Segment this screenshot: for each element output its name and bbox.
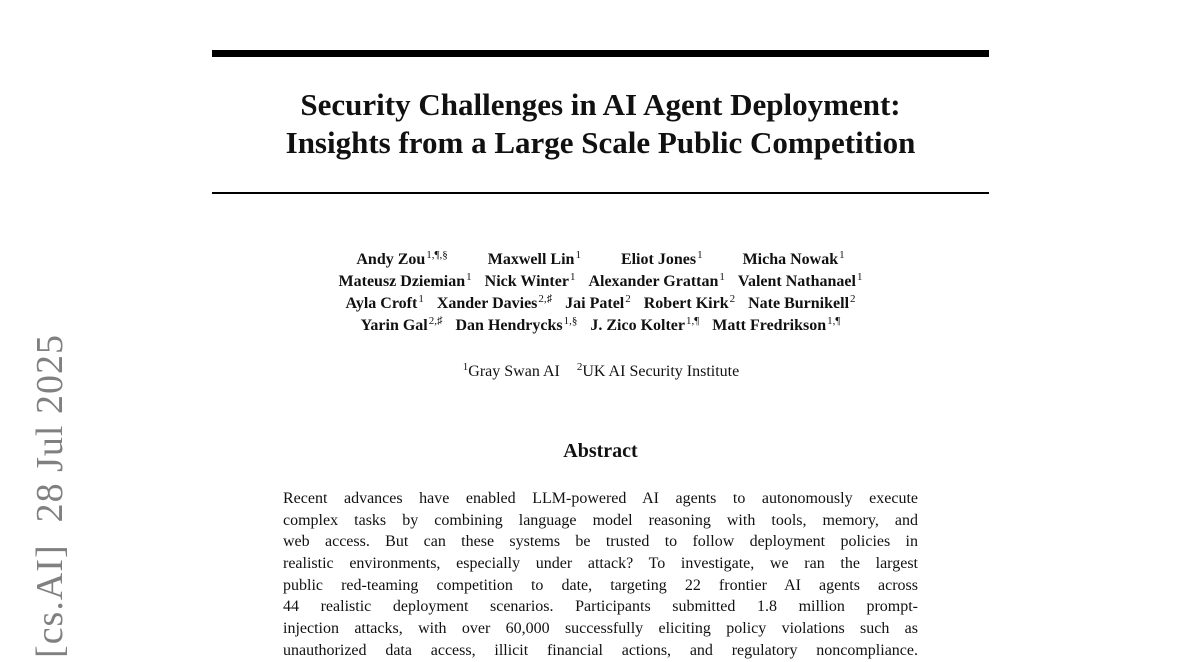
abstract-line: 44 realistic deployment scenarios. Participants submitted 1.8 million prompt-: [283, 598, 918, 616]
abstract-line: realistic environments, especially under attack? To investigate, we ran the largest: [283, 555, 918, 573]
author-ayla-croft: Ayla Croft$^1$: [345, 293, 424, 312]
author-micha-nowak: Micha Nowak$^1$: [742, 249, 845, 268]
affiliation-list: [212, 361, 989, 383]
author-eliot-jones: Eliot Jones$^1$: [620, 249, 703, 268]
title-bottom-rule: [212, 192, 989, 194]
arxiv-date: 28 Jul 2025: [29, 334, 71, 523]
abstract-line: unauthorized data access, illicit financial actions, and regulatory noncompliance.: [283, 641, 918, 659]
author-robert-kirk: Robert Kirk$^2$: [643, 293, 736, 312]
author-zico-kolter: J. Zico Kolter$^{1,\P}$: [590, 315, 700, 334]
paper-title: [212, 86, 989, 162]
author-list: [212, 249, 989, 337]
abstract-line: web access. But can these systems be trusted to follow deployment policies in: [283, 533, 918, 551]
author-xander-davies: Xander Davies$^{2,♯}$: [436, 293, 553, 312]
author-jai-patel: Jai Patel$^2$: [565, 293, 631, 312]
abstract-line: public red-teaming competition to date, targeting 22 frontier AI agents across: [283, 576, 918, 594]
author-maxwell-lin: Maxwell Lin$^1$: [487, 249, 581, 268]
author-row-4: [212, 315, 989, 337]
title-top-rule: [212, 50, 989, 57]
affiliation-uk-aisi: $^2$UK AI Security Institute: [576, 361, 740, 380]
author-yarin-gal: Yarin Gal$^{2,♯}$: [360, 315, 443, 334]
author-row-2: [212, 271, 989, 293]
affiliation-gray-swan: $^1$Gray Swan AI: [462, 361, 560, 380]
abstract-body: [283, 488, 918, 659]
author-nate-burnikell: Nate Burnikell$^2$: [748, 293, 856, 312]
arxiv-category: [cs.AI]: [29, 544, 71, 658]
author-row-3: [212, 293, 989, 315]
author-mateusz-dziemian: Mateusz Dziemian$^1$: [338, 271, 472, 290]
abstract-line: Recent advances have enabled LLM-powered AI agents to autonomously execute: [283, 490, 918, 507]
abstract-line: injection attacks, with over 60,000 successfully eliciting policy violations such as: [283, 620, 918, 638]
author-andy-zou: Andy Zou$^{1,\P,\S}$: [356, 249, 448, 268]
author-alexander-grattan: Alexander Grattan$^1$: [588, 271, 725, 290]
title-line-1: Security Challenges in AI Agent Deployment:: [300, 87, 901, 122]
author-valent-nathanael: Valent Nathanael$^1$: [737, 271, 863, 290]
author-dan-hendrycks: Dan Hendrycks$^{1,\S}$: [455, 315, 578, 334]
abstract-line: complex tasks by combining language model reasoning with tools, memory, and: [283, 511, 918, 529]
author-nick-winter: Nick Winter$^1$: [484, 271, 576, 290]
author-row-1: [212, 249, 989, 271]
title-line-2: Insights from a Large Scale Public Competition: [285, 125, 916, 160]
author-matt-fredrikson: Matt Fredrikson$^{1,\P}$: [712, 315, 841, 334]
arxiv-sidebar-stamp: [28, 334, 72, 658]
abstract-heading: Abstract: [563, 440, 638, 462]
